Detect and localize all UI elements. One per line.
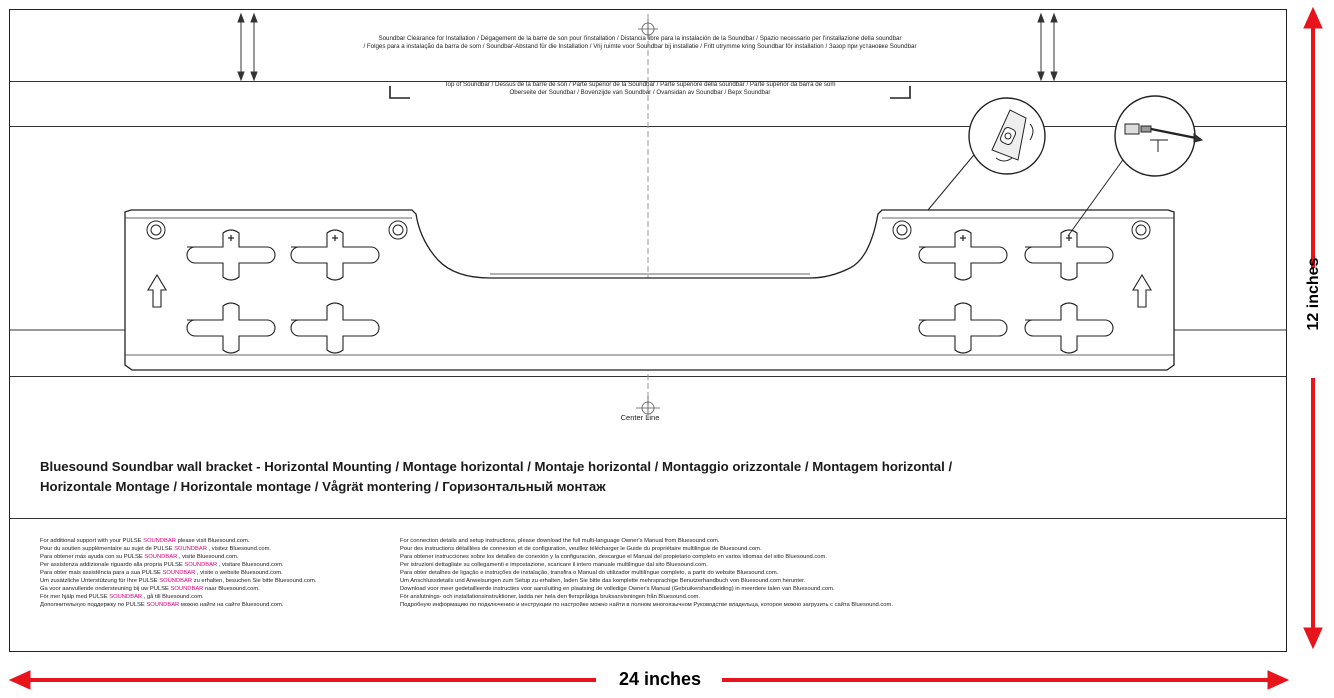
support-note-line: Para obtener más ayuda con su PULSE SOUNDBAR , visite Bluesound.com. [40,554,239,560]
support-note-line: Um zusätzliche Unterstützung für Ihre PULSE SOUNDBAR zu erhalten, besuchen Sie bitte Bluesound.com. [40,578,317,584]
manual-note-line: For connection details and setup instructions, please download the full multi-language Owner's Manual from Bluesound.com. [400,538,720,544]
brand-name: SOUNDBAR [143,538,176,544]
manual-note-line: För anslutnings- och installationsinstruktioner, ladda ner hela den flerspråkiga bruksanvisningen från Bluesound.com. [400,594,701,600]
manual-note-line: Um Anschlussdetails und Anweisungen zum Setup zu erhalten, laden Sie bitte das komplette mehrsprachige Benutzerhandbuch von Bluesound.com herunter. [400,578,806,584]
manual-note-line: Para obter detalhes de ligação e instruções de instalação, transfira o Manual do utilizador multilíngue completo, a partir do website Bluesound.com. [400,570,779,576]
brand-name: SOUNDBAR [109,594,143,600]
manual-note-line: Download voor meer gedetailleerde instructies voor aansluiting en plaatsing de volledige Owner's Manual (Gebruikershandleiding) in meerdere talen van Bluesound.com. [400,586,835,592]
support-note-line: Ga voor aanvullende ondersteuning bij uw PULSE SOUNDBAR naar Bluesound.com. [40,586,260,592]
wall-bracket-outline [125,210,1174,370]
brand-name: SOUNDBAR [162,570,196,576]
brand-name: SOUNDBAR [159,578,193,584]
top-of-soundbar-label [380,81,900,97]
width-dimension-label: 24 inches [600,669,720,690]
height-dimension-label: 12 inches [1305,257,1322,331]
support-notes [40,537,316,609]
brand-name: SOUNDBAR [144,554,178,560]
brand-name: SOUNDBAR [174,546,207,552]
support-note-line: För mer hjälp med PULSE SOUNDBAR , gå till Bluesound.com. [40,594,204,600]
manual-note-line: Подробную информацию по подключению и инструкции по настройке можно найти в полном многоязычном Руководстве владельца, которое можно загрузить с сайта Bluesound.com. [400,602,893,608]
clearance-arrow-right [1038,14,1057,80]
manual-note-line: Pour des instructions détaillées de connexion et de configuration, veuillez télécharger le Guide du propriétaire multilingue de Bluesound.com. [400,546,762,552]
main-title-line: Bluesound Soundbar wall bracket - Horizontal Mounting / Montage horizontal / Montaje horizontal / Montaggio orizzontale / Montagem horizontal / [40,459,953,474]
support-note-line: Pour du soutien supplémentaire au sujet de PULSE SOUNDBAR , visitez Bluesound.com. [40,546,272,552]
clearance-label [240,35,1040,51]
brand-name: SOUNDBAR [170,586,204,592]
clearance-label-line: / Folges para a instalação da barra de som / Soundbar-Abstand für die Installation / Vrij ruimte voor Soundbar bij installatie / Fritt utrymme kring Soundbar för installation / Зазор при установке Soundbar [363,43,917,51]
main-title [40,457,952,497]
support-note-line: Per assistenza addizionale riguardo alla propria PULSE SOUNDBAR , visitare Bluesound.com. [40,562,284,568]
support-note-line: Дополнительную поддержку по PULSE SOUNDBAR можно найти на сайте Bluesound.com. [40,602,284,608]
clearance-label-line: Soundbar Clearance for Installation / Dégagement de la barre de son pour l'installation / Distancia libre para la instalación de la Soundbar / Spazio necessario per l'installazione della soundbar [378,35,902,42]
manual-note-line: Per istruzioni dettagliate su collegamenti e impostazione, scaricare il intero manuale multilingue dal sito Bluesound.com. [400,562,708,568]
manual-note-line: Para obtener instrucciones sobre los detalles de conexión y la configuración, descargue el Manual del propietario completo en varios idiomas del sitio Bluesound.com. [400,554,827,560]
top-label-line: Oberseite der Soundbar / Bovenzijde van Soundbar / Ovansidan av Soundbar / Верх Soundbar [509,89,771,97]
manual-notes [400,537,893,609]
support-note-line: Para obter mais assistência para a sua PULSE SOUNDBAR , visite o website Bluesound.com. [40,570,283,576]
main-title-line: Horizontale Montage / Horizontale montage / Vågrät montering / Горизонтальный монтаж [40,479,606,494]
center-line-label: Center Line [620,413,660,422]
brand-name: SOUNDBAR [146,602,180,608]
top-label-line: Top of Soundbar / Dessus de la barre de son / Parte superior de la Soundbar / Parte superiore della soundbar / Parte superior da barra de som [444,81,836,88]
brand-name: SOUNDBAR [184,562,218,568]
support-note-line: For additional support with your PULSE SOUNDBAR please visit Bluesound.com. [40,538,250,544]
